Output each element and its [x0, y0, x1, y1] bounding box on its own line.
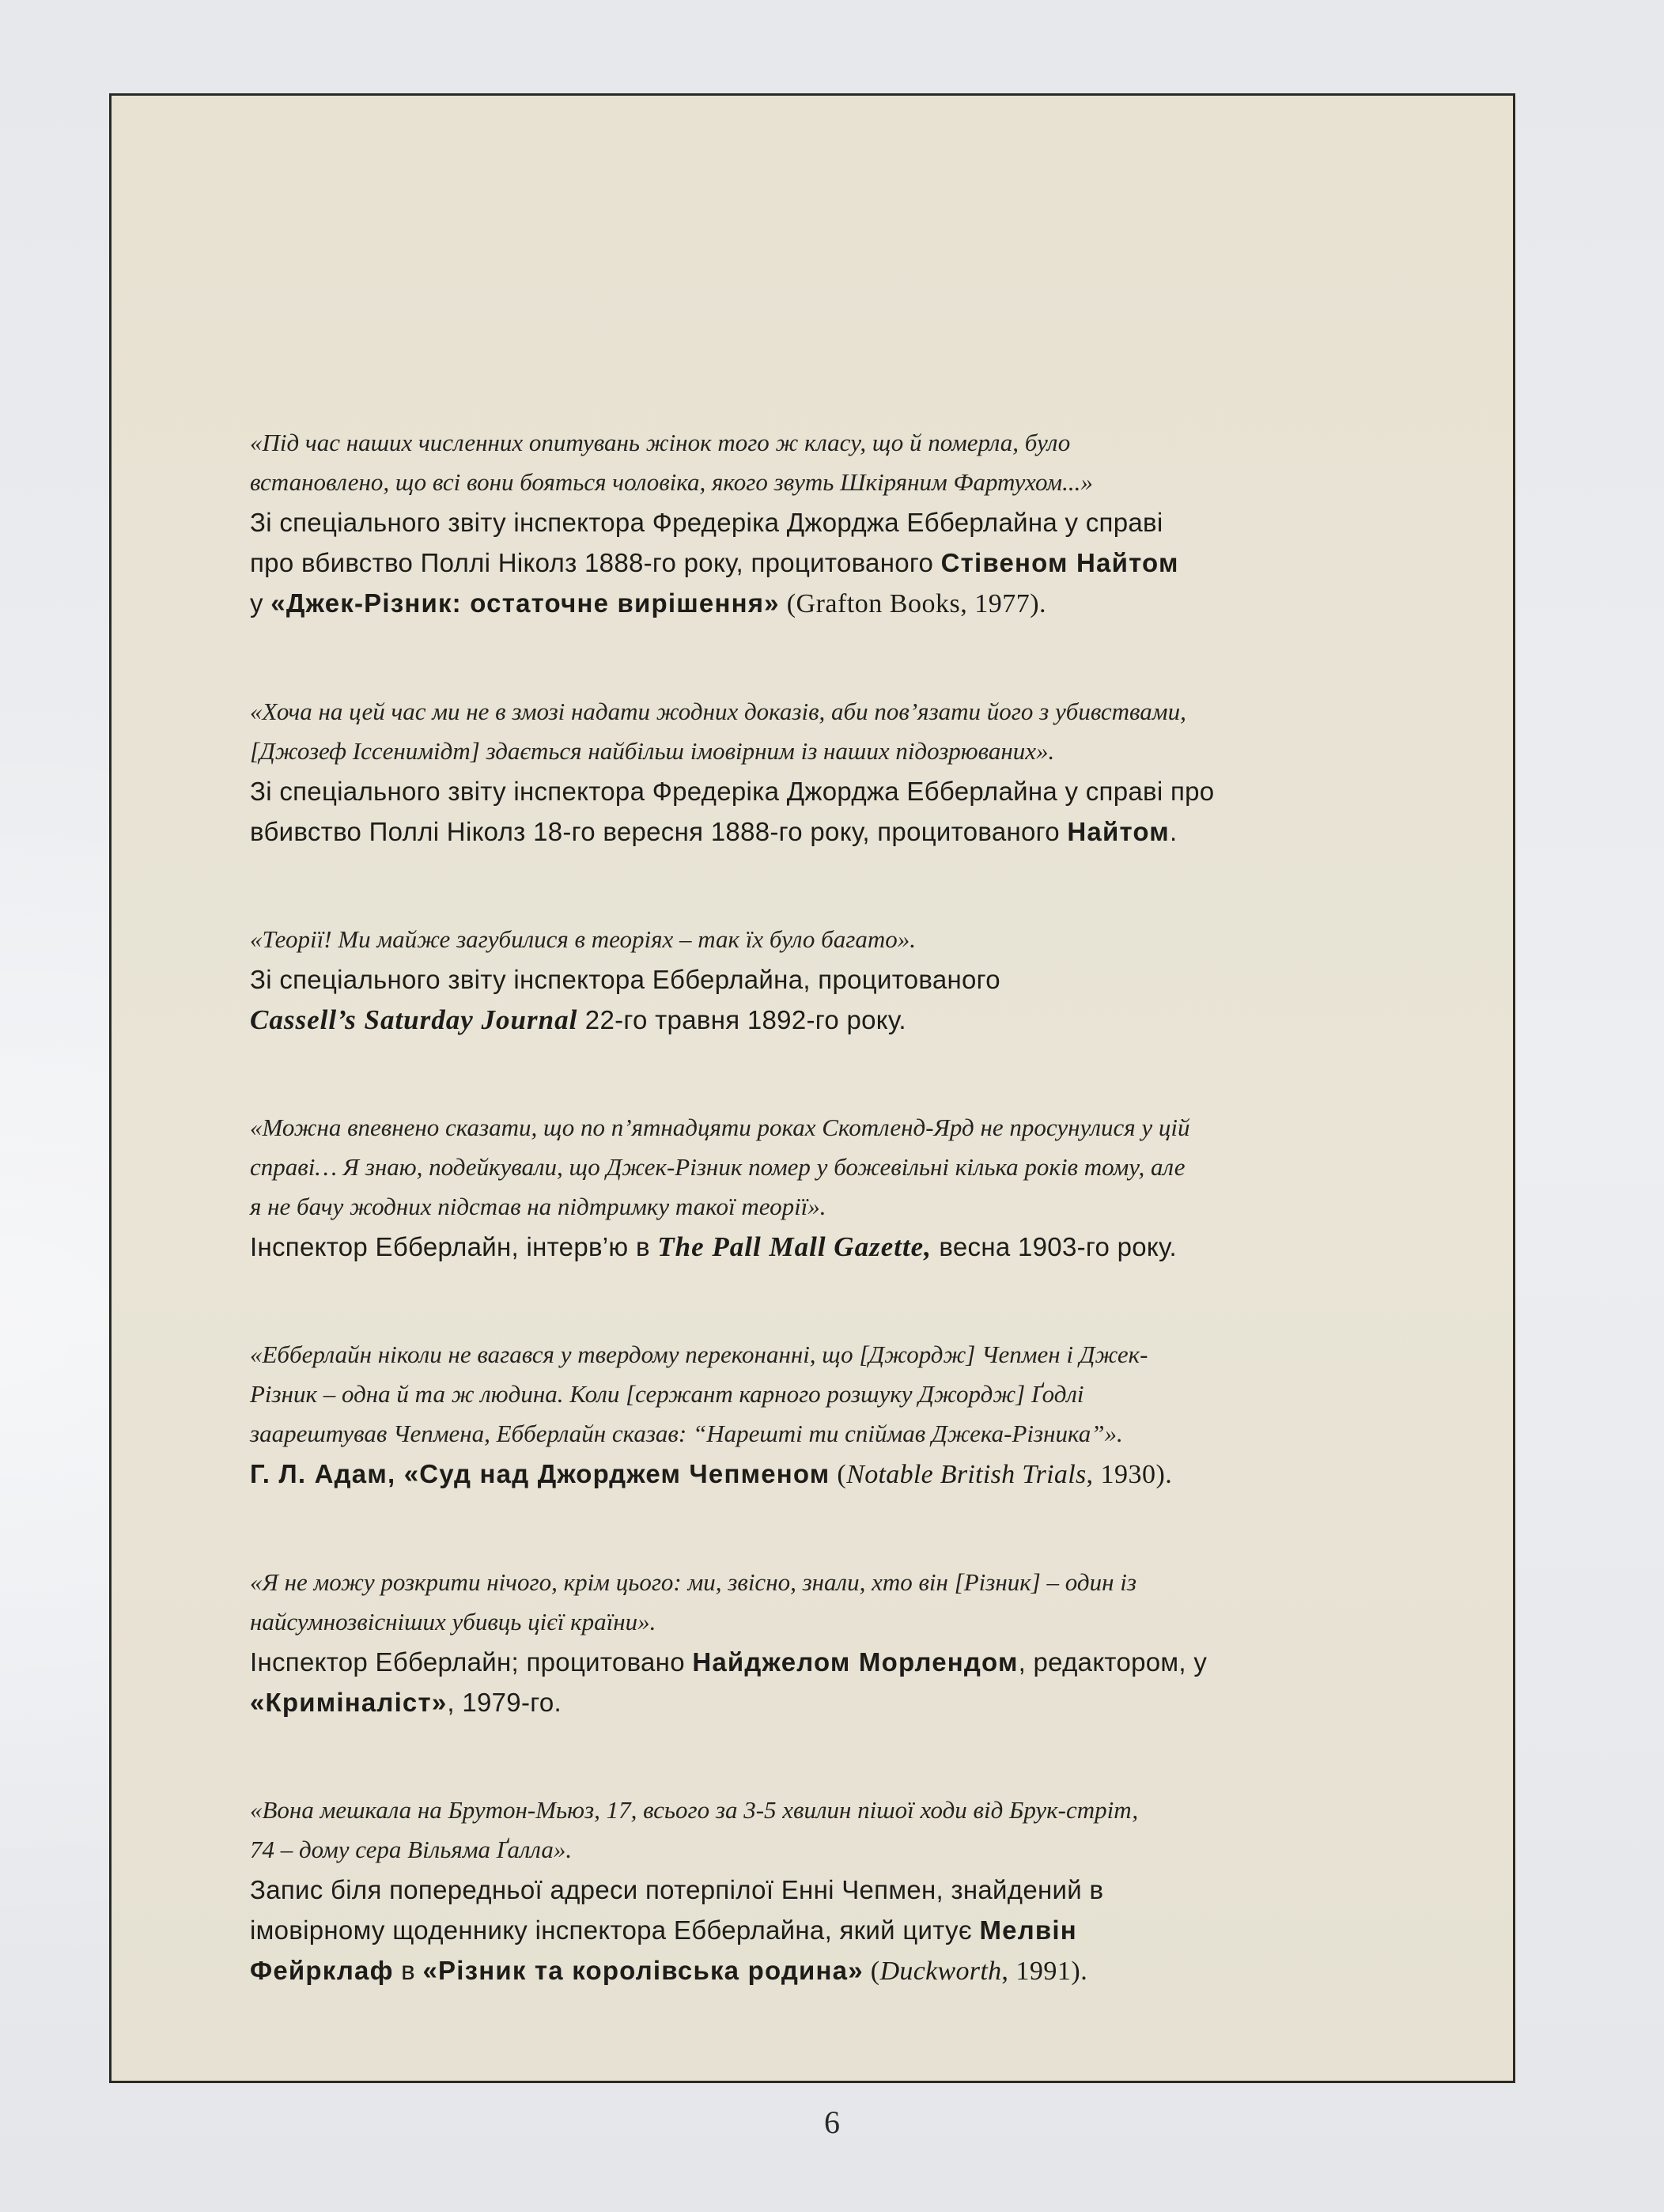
source-author: Г. Л. Адам, «Суд над Джорджем Чепменом: [250, 1459, 830, 1488]
source-text: Зі спеціального звіту інспектора Ебберлайна, процитованого: [250, 965, 1000, 994]
quote-block-4: [250, 1108, 1381, 1267]
source-publisher: (Grafton Books, 1977).: [779, 589, 1047, 618]
quote-source: [250, 1642, 1381, 1722]
source-text: , 1930).: [1086, 1460, 1173, 1489]
quote-text: «Я не можу розкрити нічого, крім цього: ми, звісно, знали, хто він [Різник] – один із найсумнозвісніших убивць цієї країни».: [250, 1568, 1136, 1635]
source-text: Інспектор Ебберлайн, інтерв’ю в: [250, 1232, 658, 1261]
source-text: весна 1903-го року.: [931, 1232, 1178, 1261]
quote-text: «Можна впевнено сказати, що по п’ятнадцяти роках Скотленд-Ярд не просунулися у цій справі… Я знаю, подейкували, що Джек-Різник помер у божевільні кілька років тому, але я не бачу жодних підстав на підтримку такої теорії».: [250, 1114, 1190, 1220]
source-text: Запис біля попередньої адреси потерпілої Енні Чепмен, знайдений в: [250, 1875, 1104, 1904]
source-series: Notable British Trials: [846, 1460, 1087, 1489]
source-text: Інспектор Ебберлайн; процитовано: [250, 1647, 693, 1677]
source-text: в: [393, 1956, 423, 1985]
quote-block-1: [250, 423, 1381, 624]
source-author: Найтом: [1067, 817, 1170, 846]
quote-block-7: [250, 1790, 1381, 1991]
source-text: , 1991).: [1001, 1957, 1088, 1986]
source-author: Фейрклаф: [250, 1956, 394, 1985]
quote-source: [250, 1870, 1381, 1991]
source-text: (: [830, 1460, 847, 1489]
source-author: Стівеном Найтом: [940, 548, 1179, 577]
source-author: Найджелом Морлендом: [692, 1647, 1019, 1677]
page-number: 6: [824, 2104, 840, 2140]
quote-text: «Вона мешкала на Брутон-Мьюз, 17, всього за 3-5 хвилин пішої ходи від Брук-стріт, 74 – дому сера Вільяма Ґалла».: [250, 1796, 1139, 1863]
source-text: у: [250, 588, 271, 618]
quote-text: «Під час наших численних опитувань жінок того ж класу, що й померла, було встановлено, що всі вони бояться чоловіка, якого звуть Шкіряним Фартухом...»: [250, 429, 1093, 496]
source-journal: Cassell’s Saturday Journal: [250, 1004, 578, 1035]
quote-text: «Хоча на цей час ми не в змозі надати жодних доказів, аби пов’язати його з убивствами, [Джозеф Ісcенимідт] здається найбільш імовірним із наших підозрюваних».: [250, 698, 1186, 765]
quote-block-5: [250, 1335, 1381, 1495]
quote-source: [250, 771, 1381, 852]
source-text: , 1979-го.: [447, 1688, 562, 1717]
source-author: Мелвін: [979, 1915, 1077, 1945]
source-text: , редактором, у: [1018, 1647, 1208, 1677]
source-text: 22-го травня 1892-го року.: [577, 1005, 906, 1034]
quote-text: «Ебберлайн ніколи не вагався у твердому переконанні, що [Джордж] Чепмен і Джек- Різник – одна й та ж людина. Коли [сержант карного розшуку Джордж] Ґодлі заарештував Чепмена, Ебберлайн сказав: “Нарешті ти спіймав Джека-Різника”».: [250, 1340, 1148, 1447]
source-text: вбивство Поллі Ніколз 18-го вересня 1888-го року, процитованого: [250, 817, 1068, 846]
source-text: Зі спеціального звіту інспектора Фредеріка Джорджа Ебберлайна у справі про: [250, 777, 1215, 806]
quote-source: [250, 959, 1381, 1040]
source-journal: The Pall Mall Gazette,: [657, 1231, 932, 1262]
source-book-title: «Різник та королівська родина»: [422, 1956, 864, 1985]
source-text: .: [1169, 817, 1178, 846]
quote-source: [250, 1454, 1381, 1495]
quote-source: [250, 1227, 1381, 1267]
quote-text: «Теорії! Ми майже загубилися в теоріях – так їх було багато».: [250, 925, 916, 953]
source-book-title: «Криміналіст»: [250, 1688, 448, 1717]
source-text: Зі спеціального звіту інспектора Фредеріка Джорджа Ебберлайна у справі: [250, 508, 1163, 537]
source-book-title: «Джек-Різник: остаточне вирішення»: [270, 588, 780, 618]
source-text: імовірному щоденнику інспектора Ебберлайна, який цитує: [250, 1915, 980, 1945]
source-publisher: Duckworth: [879, 1957, 1002, 1986]
quote-block-2: [250, 692, 1381, 852]
source-text: (: [863, 1957, 880, 1986]
quotes-section: [250, 423, 1381, 2059]
quote-block-6: [250, 1563, 1381, 1722]
quote-source: [250, 502, 1381, 624]
source-text: про вбивство Поллі Ніколз 1888-го року, процитованого: [250, 548, 941, 577]
quote-block-3: [250, 920, 1381, 1040]
